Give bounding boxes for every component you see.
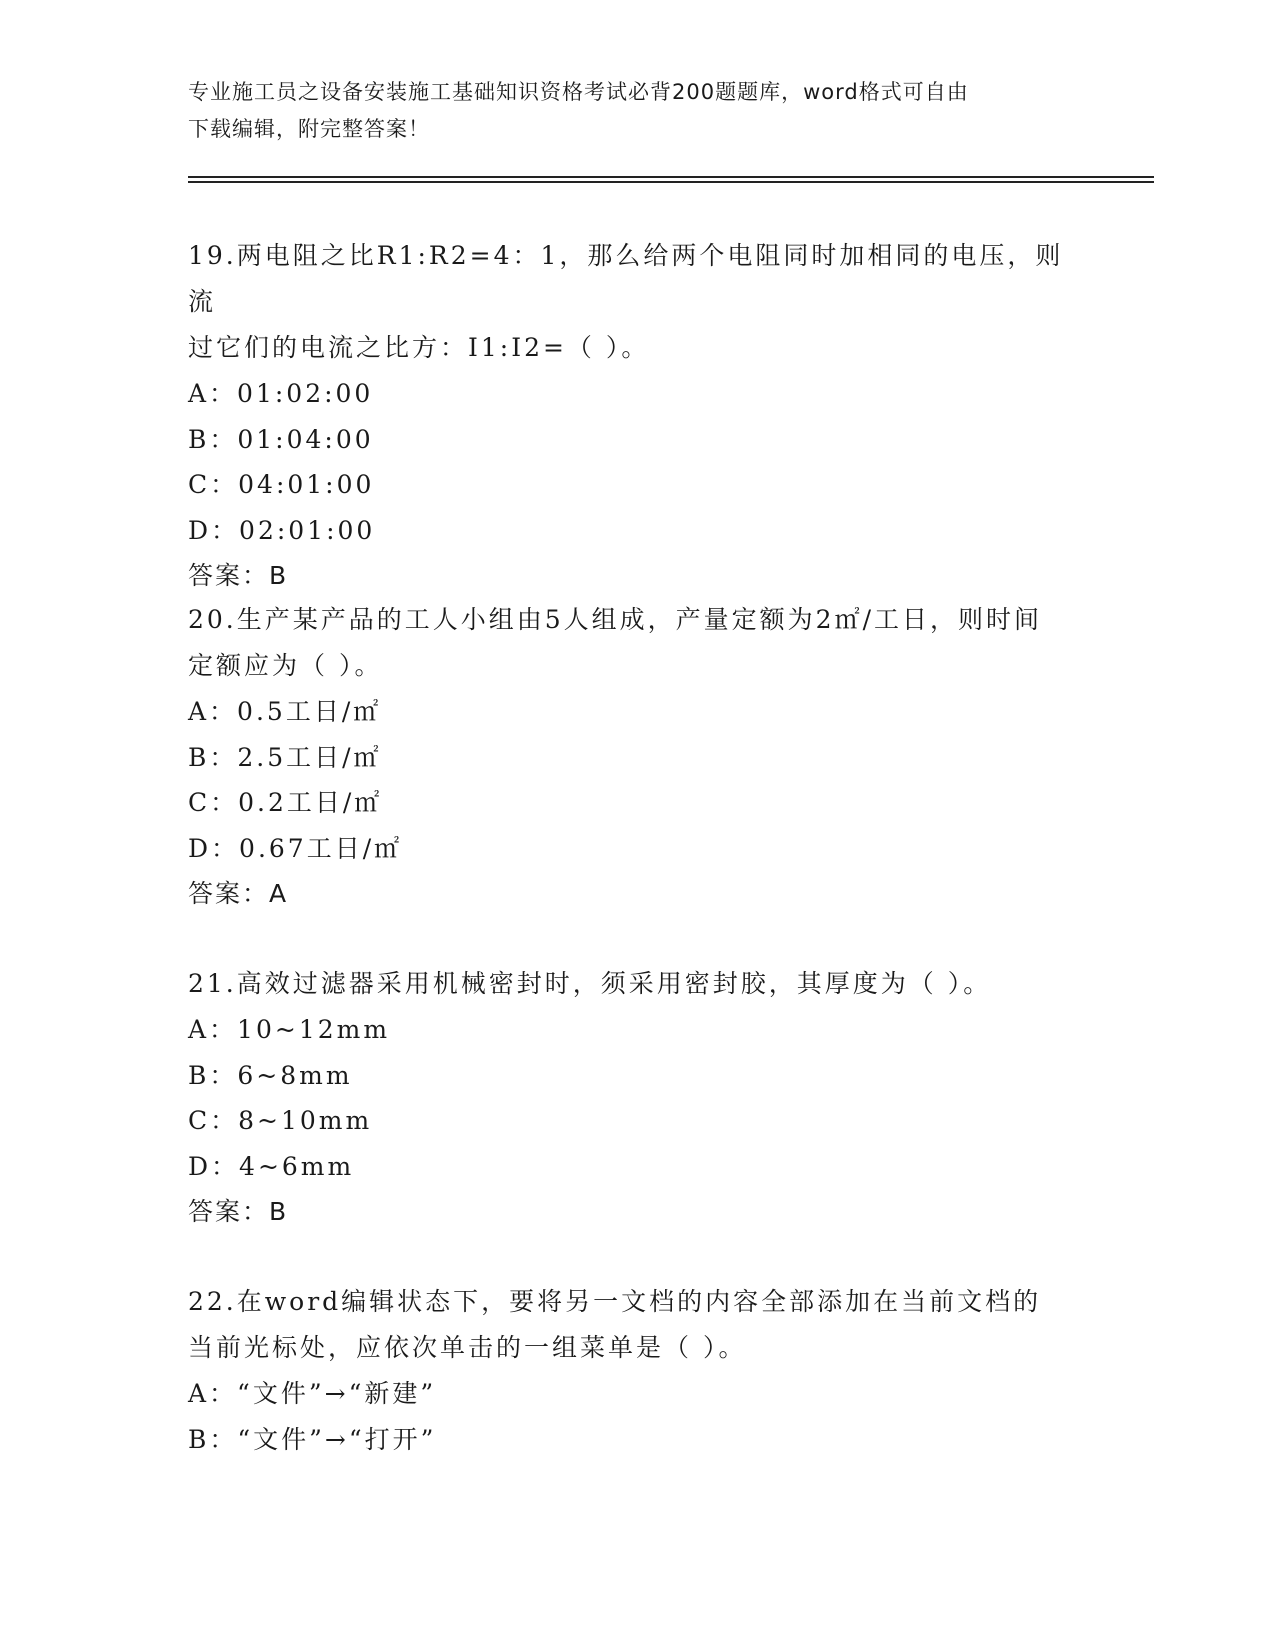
option-b: B：6~8mm	[188, 1060, 353, 1090]
question-title-line: 过它们的电流之比方：I1:I2=（ ）。	[188, 333, 650, 362]
question-22	[188, 1279, 1088, 1462]
answer: 答案：B	[188, 1197, 289, 1226]
option-a: A：01:02:00	[188, 379, 374, 408]
question-19	[188, 233, 1088, 599]
question-21	[188, 961, 1088, 1235]
option-c: C：0.2工日/㎡	[188, 788, 383, 817]
option-d: D：02:01:00	[188, 515, 376, 545]
option-c: C：04:01:00	[188, 470, 375, 499]
question-title-line: 20.生产某产品的工人小组由5人组成，产量定额为2㎡/工日，则时间	[188, 605, 1042, 634]
header-line-1: 专业施工员之设备安装施工基础知识资格考试必背200题题库，word格式可自由	[188, 80, 969, 104]
option-c: C：8~10mm	[188, 1106, 373, 1135]
option-a: A：10~12mm	[188, 1015, 391, 1044]
question-title-line: 当前光标处，应依次单击的一组菜单是（ ）。	[188, 1333, 747, 1362]
question-title-line: 21.高效过滤器采用机械密封时，须采用密封胶，其厚度为（ ）。	[188, 969, 992, 998]
option-b: B：“文件”→“打开”	[188, 1424, 437, 1454]
answer: 答案：A	[188, 879, 289, 908]
header-line-2: 下载编辑，附完整答案！	[188, 117, 430, 141]
option-d: D：0.67工日/㎡	[188, 833, 403, 863]
option-b: B：2.5工日/㎡	[188, 742, 382, 772]
question-title-line: 19.两电阻之比R1:R2=4：1，那么给两个电阻同时加相同的电压，则流	[188, 241, 1064, 316]
question-title-line: 22.在word编辑状态下，要将另一文档的内容全部添加在当前文档的	[188, 1287, 1042, 1316]
header-divider-top	[188, 176, 1154, 178]
option-b: B：01:04:00	[188, 424, 374, 454]
question-title-line: 定额应为（ ）。	[188, 651, 383, 680]
option-a: A：“文件”→“新建”	[188, 1379, 437, 1408]
document-header	[188, 74, 1088, 148]
option-d: D：4~6mm	[188, 1151, 355, 1181]
answer: 答案：B	[188, 561, 289, 590]
option-a: A：0.5工日/㎡	[188, 697, 382, 726]
question-20	[188, 597, 1088, 917]
header-divider-bottom	[188, 181, 1154, 183]
